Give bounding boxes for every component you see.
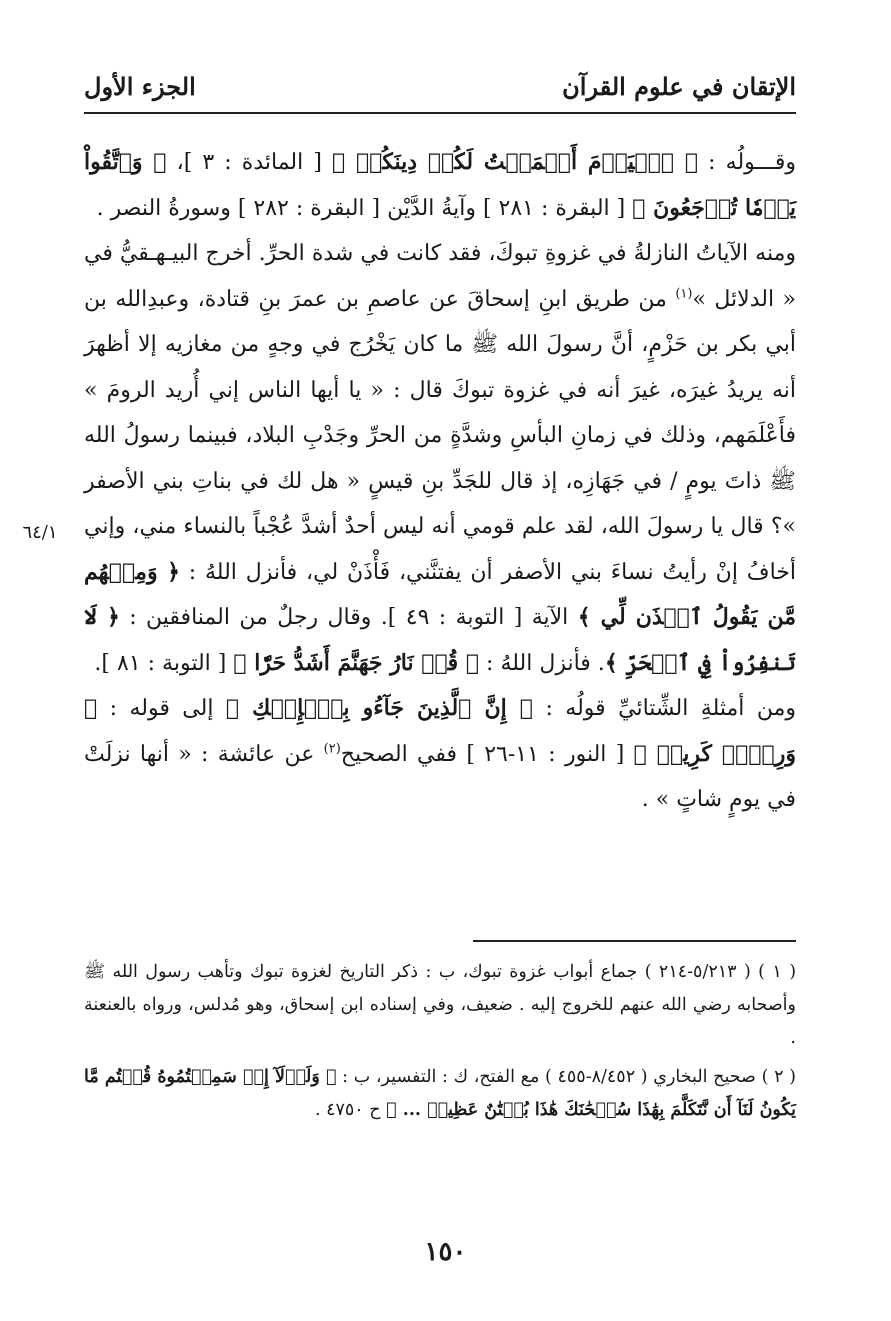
- text-run: . فأنزل اللهُ :: [479, 650, 605, 676]
- quran-verse: ﴿ قُلۡ نَارُ جَهَنَّمَ أَشَدُّ حَرّٗا ﴾: [233, 649, 480, 676]
- paragraph: [84, 231, 796, 686]
- quran-verse: ﴿ إِنَّ ٱلَّذِينَ جَآءُو بِٱلۡإِفۡكِ ﴾: [225, 695, 534, 721]
- text-run: ح ٤٧٥٠ .: [314, 1100, 387, 1120]
- running-header: [84, 68, 796, 108]
- quran-verse: ﴿ وَرِزۡقٞ كَرِيمٞ ﴾: [84, 695, 796, 767]
- footnote-divider: [473, 940, 796, 942]
- paragraph: [84, 686, 796, 823]
- footnote: [84, 1061, 796, 1127]
- quran-verse: ﴿ ٱلۡيَوۡمَ أَكۡمَلۡتُ لَكُمۡ دِينَكُمۡ ﴾: [332, 149, 699, 175]
- text-run: الآية [ التوبة : ٤٩ ]. وقال رجلٌ من المنافقين :: [119, 605, 578, 630]
- text-run: إلى قوله :: [97, 696, 226, 721]
- main-text: [84, 140, 796, 823]
- quran-verse: ﴿ وَلَوۡلَآ إِذۡ سَمِعۡتُمُوهُ قُلۡتُم مَّا يَكُونُ لَنَآ أَن نَّتَكَلَّمَ بِهَٰذَا سُبۡحَٰنَكَ هَٰذَا بُهۡتَٰنٌ عَظِيمٞ ... ﴾: [84, 1067, 796, 1120]
- footnotes: [84, 956, 796, 1133]
- text-run: ( ١ ) ( ٥/٢١٣-٢١٤ ) جماع أبواب غزوة تبوك، ب : ذكر التاريخ لغزوة تبوك وتأهب رسول الله ﷺ وأصحابه رضي الله عنهم للخروج إليه . ضعيف، وفي إسناده ابن إسحاق، وهو مُدلس، ورواه بالعنعنة .: [84, 962, 797, 1048]
- text-run: من طريق ابنِ إسحاقَ عن عاصمِ بن عمرَ بنِ قتادة، وعبدِالله بن أبي بكر بن حَزْمٍ، أنَّ رسولَ الله ﷺ ما كان يَخْرُج في وجهٍ من مغازيه إلا أظهرَ أنه يريدُ غيرَه، غيرَ أنه في غزوة تبوكَ قال : « يا أيها الناس إني أُريد الرومَ » فأَعْلَمَهم، وذلك في زمانِ البأسِ وشدَّةٍ من الحرِّ وجَدْبِ البلاد، فبينما رسولُ الله ﷺ ذاتَ يومٍ / في جَهَازِه، إذ قال للجَدِّ بنِ قيسٍ « هل لك في بناتِ بني الأصفر »؟ قال يا رسولَ الله، لقد علم قومي أنه ليس أحدٌ أشدَّ عُجْباً بالنساء مني، وإني أخافُ إنْ رأيتُ نساءَ بني الأصفر أن يفتنَّني، فَأْذَنْ لي، فأنزل اللهُ :: [84, 286, 796, 585]
- text-run: [ البقرة : ٢٨١ ] وآيةُ الدَّيْن [ البقرة : ٢٨٢ ] وسورةُ النصر .: [96, 195, 633, 221]
- header-divider: [84, 112, 796, 114]
- text-run: عن عائشة : « أنها نزلَتْ في يومٍ شاتٍ » .: [84, 741, 796, 812]
- text-run: ومن أمثلةِ الشِّتائيِّ قولُه :: [533, 696, 796, 721]
- page-number: ١٥٠: [424, 1237, 467, 1267]
- quran-verse: ﴿ لَا تَنفِرُواْ فِي ٱلۡحَرِّ ﴾: [84, 604, 796, 676]
- book-title: الإتقان في علوم القرآن: [562, 72, 796, 101]
- text-run: [ النور : ١١-٢٦ ] ففي الصحيح: [340, 741, 634, 767]
- text-run: وقـــولُه :: [698, 150, 797, 175]
- text-run: [ التوبة : ٨١ ].: [94, 650, 234, 676]
- text-run: ومنه الآياتُ النازلةُ في غزوةِ تبوكَ، فقد كانت في شدة الحرِّ. أخرج البيـهـقيُّ في « الدلائل »: [84, 241, 796, 312]
- part-label: الجزء الأول: [84, 72, 196, 101]
- quran-verse: ﴿ وَٱتَّقُواْ يَوۡمٗا تُرۡجَعُونَ ﴾: [84, 149, 796, 221]
- quran-verse: ﴿ وَمِنۡهُم مَّن يَقُولُ ٱئۡذَن لِّي ﴾: [84, 558, 796, 630]
- text-run: ( ٢ ) صحيح البخاري ( ٨/٤٥٢-٤٥٥ ) مع الفتح، ك : التفسير، ب :: [336, 1067, 796, 1087]
- footnote: [84, 956, 796, 1055]
- footnote-marker: (١): [675, 286, 693, 302]
- paragraph: [84, 140, 796, 231]
- footnote-marker: (٢): [323, 741, 341, 757]
- manuscript-page-ref: ٦٤/١: [22, 522, 58, 543]
- text-run: [ المائدة : ٣ ]،: [166, 150, 333, 175]
